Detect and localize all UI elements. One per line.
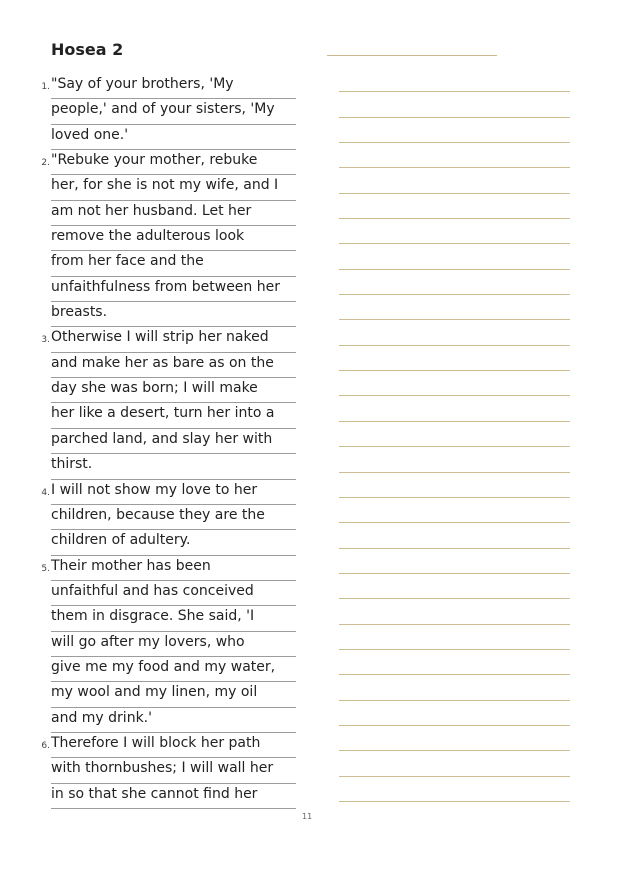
- writing-line[interactable]: [339, 346, 570, 371]
- verse-number: 4.: [41, 487, 50, 498]
- verse-number: 1.: [41, 82, 50, 92]
- verse-line: [30, 302, 296, 327]
- writing-line[interactable]: [339, 244, 570, 269]
- verse-line: [30, 682, 296, 707]
- verse-number: 5.: [41, 563, 50, 574]
- writing-line[interactable]: [339, 625, 570, 650]
- writing-line[interactable]: [339, 650, 570, 675]
- verse-line: [30, 708, 296, 733]
- writing-line[interactable]: [339, 168, 570, 193]
- verse-text: will go after my lovers, who: [51, 633, 245, 650]
- verse-text: parched land, and slay her with: [51, 430, 273, 447]
- writing-line[interactable]: [339, 777, 570, 802]
- writing-line[interactable]: [339, 194, 570, 219]
- verse-text: give me my food and my water,: [51, 658, 276, 675]
- verse-line: [30, 150, 296, 175]
- writing-line[interactable]: [339, 675, 570, 700]
- verse-text: children, because they are the: [51, 506, 265, 523]
- verse-text: am not her husband. Let her: [51, 202, 252, 219]
- verse-text: her like a desert, turn her into a: [51, 405, 275, 422]
- verse-text: her, for she is not my wife, and I: [51, 177, 279, 194]
- writing-line[interactable]: [339, 396, 570, 421]
- verse-line: [30, 201, 296, 226]
- verse-line: [30, 125, 296, 150]
- verse-number: 6.: [41, 740, 50, 751]
- verse-text: from her face and the: [51, 253, 204, 270]
- verse-text: Otherwise I will strip her naked: [51, 329, 269, 346]
- writing-line[interactable]: [339, 549, 570, 574]
- verse-line: [30, 758, 296, 783]
- verse-text: and my drink.': [51, 709, 152, 726]
- writing-line[interactable]: [339, 92, 570, 117]
- verse-line: [30, 403, 296, 428]
- verse-text: "Rebuke your mother, rebuke: [51, 152, 258, 169]
- writing-line[interactable]: [339, 219, 570, 244]
- verse-text: "Say of your brothers, 'My: [51, 76, 234, 92]
- verse-line: [30, 327, 296, 352]
- verse-text: remove the adulterous look: [51, 228, 245, 245]
- writing-line[interactable]: [339, 118, 570, 143]
- text-underline: [51, 808, 296, 809]
- verse-text: my wool and my linen, my oil: [51, 684, 258, 701]
- verse-text: Their mother has been: [51, 557, 211, 574]
- verse-line: [30, 556, 296, 581]
- verse-line: [30, 378, 296, 403]
- verse-text: with thornbushes; I will wall her: [51, 760, 274, 777]
- verse-text: loved one.': [51, 126, 129, 143]
- verse-text: breasts.: [51, 304, 108, 321]
- verse-line: [30, 606, 296, 631]
- verse-text-column: [30, 74, 296, 809]
- writing-line[interactable]: [339, 726, 570, 751]
- verse-number: 3.: [41, 335, 50, 346]
- verse-line: [30, 251, 296, 276]
- verse-line: [30, 657, 296, 682]
- writing-line[interactable]: [339, 67, 570, 92]
- verse-line: [30, 277, 296, 302]
- writing-line[interactable]: [339, 574, 570, 599]
- verse-line: [30, 505, 296, 530]
- writing-line[interactable]: [339, 295, 570, 320]
- verse-number: 2.: [41, 158, 50, 169]
- writing-line[interactable]: [339, 447, 570, 472]
- verse-text: unfaithful and has conceived: [51, 582, 254, 599]
- verse-line: [30, 175, 296, 200]
- title-writing-line: [327, 55, 497, 56]
- verse-text: Therefore I will block her path: [51, 734, 261, 751]
- verse-line: [30, 733, 296, 758]
- verse-text: them in disgrace. She said, 'I: [51, 608, 255, 625]
- page-number: 11: [302, 812, 313, 821]
- verse-text: thirst.: [51, 456, 93, 473]
- verse-line: [30, 581, 296, 606]
- verse-line: [30, 454, 296, 479]
- verse-text: and make her as bare as on the: [51, 354, 274, 371]
- page-title: Hosea 2: [51, 40, 124, 59]
- writing-line[interactable]: [339, 599, 570, 624]
- verse-line: [30, 480, 296, 505]
- writing-line[interactable]: [339, 371, 570, 396]
- writing-line[interactable]: [339, 701, 570, 726]
- verse-line: [30, 226, 296, 251]
- writing-line[interactable]: [339, 473, 570, 498]
- writing-line[interactable]: [339, 498, 570, 523]
- verse-text: children of adultery.: [51, 532, 191, 549]
- writing-line[interactable]: [339, 320, 570, 345]
- writing-line[interactable]: [339, 751, 570, 776]
- verse-line: [30, 784, 296, 809]
- writing-line[interactable]: [339, 270, 570, 295]
- verse-line: [30, 353, 296, 378]
- writing-line[interactable]: [339, 422, 570, 447]
- verse-text: day she was born; I will make: [51, 380, 258, 397]
- writing-line[interactable]: [339, 523, 570, 548]
- verse-line: [30, 429, 296, 454]
- verse-line: [30, 632, 296, 657]
- verse-text: in so that she cannot find her: [51, 785, 258, 802]
- verse-line: [30, 74, 296, 99]
- verse-text: unfaithfulness from between her: [51, 278, 280, 295]
- verse-text: I will not show my love to her: [51, 481, 258, 498]
- writing-line[interactable]: [339, 143, 570, 168]
- verse-text: people,' and of your sisters, 'My: [51, 101, 275, 118]
- handwriting-column: [339, 67, 570, 802]
- verse-line: [30, 530, 296, 555]
- verse-line: [30, 99, 296, 124]
